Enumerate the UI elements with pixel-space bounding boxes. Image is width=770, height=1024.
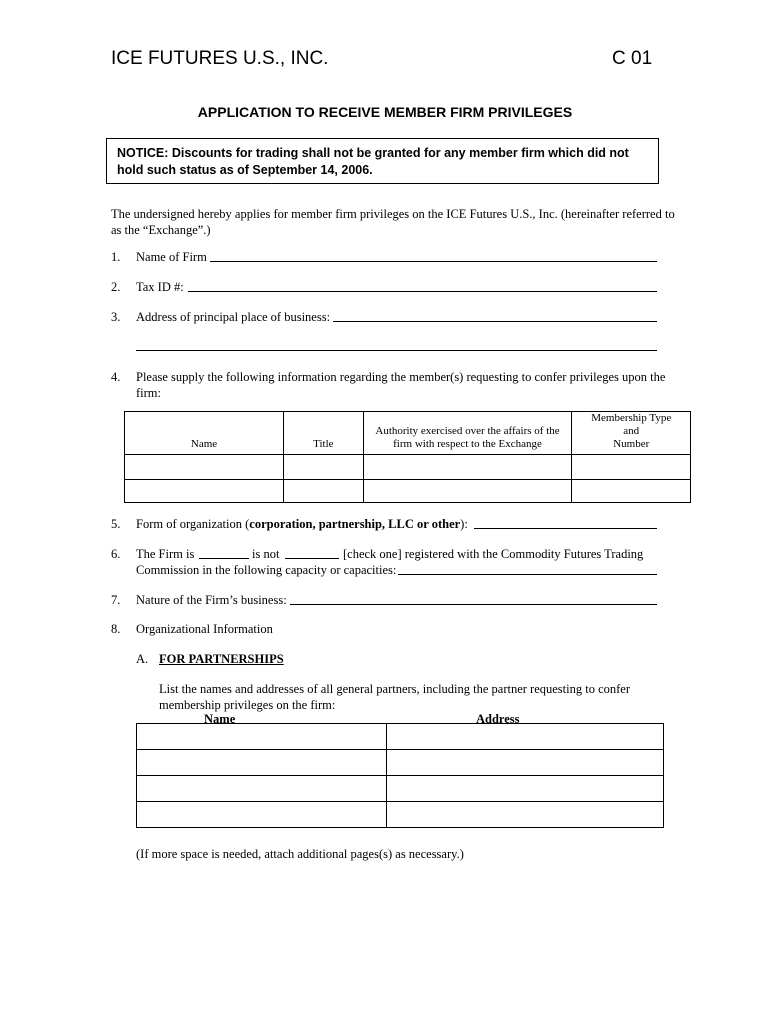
table-row	[125, 455, 691, 480]
partners-col-name: Name	[204, 712, 236, 726]
col-authority-line-2: firm with respect to the Exchange	[393, 438, 542, 450]
col-name-label: Name	[190, 438, 218, 450]
notice-line-1: NOTICE: Discounts for trading shall not be granted for any member firm which did not	[117, 146, 629, 160]
tax-id-field[interactable]	[188, 279, 657, 292]
item-4-line-2: firm:	[136, 386, 161, 400]
org-name: ICE FUTURES U.S., INC.	[111, 48, 329, 69]
partnerships-line-2: membership privileges on the firm:	[159, 698, 336, 712]
item-2-number: 2.	[111, 280, 121, 294]
col-title-label: Title	[313, 438, 334, 450]
firm-name-field[interactable]	[210, 249, 657, 262]
item-3-label: Address of principal place of business:	[136, 310, 331, 324]
business-address-field[interactable]	[333, 309, 657, 322]
form-code: C 01	[612, 48, 653, 69]
page-title: APPLICATION TO RECEIVE MEMBER FIRM PRIVILEGES	[197, 104, 573, 120]
item-8-label: Organizational Information	[136, 622, 273, 636]
table-row	[137, 776, 664, 802]
footnote: (If more space is needed, attach additional pages(s) as necessary.)	[136, 847, 464, 861]
col-membership-line-1: Membership Type	[591, 412, 672, 424]
item-4-line-1: Please supply the following information regarding the member(s) requesting to confer privileges upon the	[136, 370, 666, 384]
cell-name[interactable]	[125, 480, 284, 503]
table-row	[137, 724, 664, 750]
partner-name-cell[interactable]	[137, 724, 387, 750]
table-header-row	[125, 412, 691, 455]
partner-address-cell[interactable]	[387, 802, 664, 828]
registration-capacity-field[interactable]	[398, 562, 657, 575]
partner-name-cell[interactable]	[137, 802, 387, 828]
item-6-line-2: Commission in the following capacity or capacities:	[136, 563, 397, 577]
partner-address-cell[interactable]	[387, 724, 664, 750]
intro-line-2: as the “Exchange”.)	[111, 223, 211, 237]
item-7-number: 7.	[111, 593, 121, 607]
organization-form-field[interactable]	[474, 516, 657, 529]
table-row	[137, 802, 664, 828]
item-1-number: 1.	[111, 250, 121, 264]
partnerships-line-1: List the names and addresses of all general partners, including the partner requesting to confer	[159, 682, 631, 696]
item-6-number: 6.	[111, 547, 121, 561]
cell-title[interactable]	[284, 455, 364, 480]
section-a-heading: FOR PARTNERSHIPS	[159, 652, 284, 666]
intro-line-1: The undersigned hereby applies for member firm privileges on the ICE Futures U.S., Inc. (hereinafter referred to	[111, 207, 675, 221]
registered-is-not-field[interactable]	[285, 546, 339, 559]
cell-title[interactable]	[284, 480, 364, 503]
partner-address-cell[interactable]	[387, 750, 664, 776]
business-nature-field[interactable]	[290, 592, 657, 605]
cell-authority[interactable]	[363, 455, 572, 480]
members-table	[124, 411, 691, 503]
col-membership-line-3: Number	[613, 438, 650, 450]
item-6-is-not: is not	[252, 547, 280, 561]
cell-authority[interactable]	[363, 480, 572, 503]
cell-name[interactable]	[125, 455, 284, 480]
partner-address-cell[interactable]	[387, 776, 664, 802]
item-1-label: Name of Firm	[136, 250, 207, 264]
item-5-number: 5.	[111, 517, 121, 531]
col-authority-line-1: Authority exercised over the affairs of the	[375, 425, 560, 437]
partners-col-address: Address	[476, 712, 520, 726]
item-6-check-one: [check one] registered with the Commodity Futures Trading	[343, 547, 644, 561]
notice-box	[106, 138, 659, 184]
business-address-field-2[interactable]	[136, 338, 657, 351]
col-name-header	[125, 412, 284, 455]
col-membership-header	[572, 412, 691, 455]
cell-membership[interactable]	[572, 480, 691, 503]
item-5-options: corporation, partnership, LLC or other	[249, 517, 461, 531]
partners-table	[136, 723, 664, 828]
item-2-label: Tax ID #:	[136, 280, 184, 294]
item-4-number: 4.	[111, 370, 121, 384]
item-7-label: Nature of the Firm’s business:	[136, 593, 287, 607]
item-3-number: 3.	[111, 310, 121, 324]
section-a-letter: A.	[136, 652, 149, 666]
item-5-label	[136, 516, 468, 532]
table-row	[125, 480, 691, 503]
col-title-header	[284, 412, 364, 455]
item-6-firm-is: The Firm is	[136, 547, 195, 561]
item-8-number: 8.	[111, 622, 121, 636]
registered-is-field[interactable]	[199, 546, 249, 559]
cell-membership[interactable]	[572, 455, 691, 480]
item-5-pre: Form of organization (	[136, 517, 250, 531]
partner-name-cell[interactable]	[137, 776, 387, 802]
item-5-post: ):	[460, 517, 468, 531]
table-row	[137, 750, 664, 776]
col-membership-line-2: and	[623, 425, 640, 437]
col-authority-header	[363, 412, 572, 455]
partner-name-cell[interactable]	[137, 750, 387, 776]
notice-line-2: hold such status as of September 14, 2006.	[117, 163, 373, 177]
